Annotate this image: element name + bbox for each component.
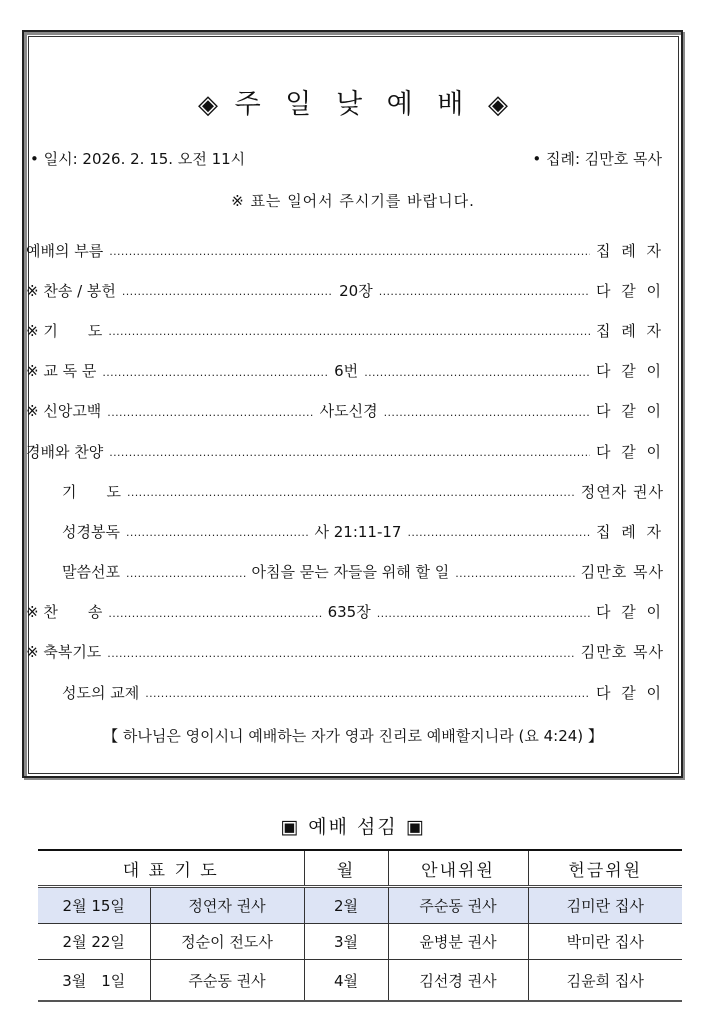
- cell-prayer: 정순이 전도사: [150, 924, 304, 960]
- cell-prayer: 주순동 권사: [150, 960, 304, 1002]
- leader-dots: [122, 281, 333, 299]
- header-offering: 헌금위원: [528, 850, 682, 887]
- order-item-label: 경배와 찬양: [26, 442, 104, 461]
- order-item-label: 말씀선포: [62, 563, 120, 582]
- leader-dots: [108, 603, 321, 621]
- order-item-leader: 집 례 자: [595, 241, 664, 260]
- order-item: [26, 592, 664, 632]
- leader-dots: [109, 442, 590, 460]
- page-title: [0, 82, 706, 121]
- order-item-leader: 다 같 이: [595, 683, 664, 702]
- leader-dots: [102, 362, 328, 380]
- cell-offering: 김미란 집사: [528, 887, 682, 924]
- standing-notice: ※ 표는 일어서 주시기를 바랍니다.: [231, 192, 475, 210]
- order-item-label: 성경봉독: [62, 522, 120, 541]
- leader-dots: [407, 522, 590, 540]
- order-item-leader: 김만호 목사: [580, 643, 664, 662]
- leader-dots: [126, 522, 309, 540]
- cell-offering: 박미란 집사: [528, 924, 682, 960]
- leader-dots: [107, 402, 313, 420]
- order-item: [26, 632, 664, 672]
- order-item-label: ※ 교 독 문: [26, 362, 97, 381]
- diamond-icon-right: ◈: [487, 90, 508, 120]
- scripture-verse: 【 하나님은 영이시니 예배하는 자가 영과 진리로 예배할지니라 (요 4:24) 】: [103, 727, 603, 745]
- leader-dots: [364, 362, 590, 380]
- leader-dots: [379, 281, 590, 299]
- order-item: [26, 351, 664, 391]
- order-item: [26, 552, 664, 592]
- order-item-leader: 다 같 이: [595, 281, 664, 300]
- cell-date: 2월 22일: [38, 924, 150, 960]
- order-item-leader: 다 같 이: [595, 362, 664, 381]
- leader-dots: [126, 563, 246, 581]
- order-item-leader: 다 같 이: [595, 603, 664, 622]
- table-row: [38, 887, 682, 924]
- leader-dots: [107, 643, 574, 661]
- order-item-leader: 정연자 권사: [580, 482, 664, 501]
- order-item: [26, 270, 664, 310]
- order-item: [26, 511, 664, 551]
- cell-offering: 김윤희 집사: [528, 960, 682, 1002]
- order-item-label: ※ 찬송 / 봉헌: [26, 281, 116, 300]
- table-row: [38, 924, 682, 960]
- order-item-leader: 김만호 목사: [580, 563, 665, 582]
- leader-dots: [145, 683, 590, 701]
- leader-dots: [384, 402, 590, 420]
- order-item: [26, 471, 664, 511]
- order-item: [26, 431, 664, 471]
- cell-month: 4월: [304, 960, 388, 1002]
- leader-dots: [455, 563, 575, 581]
- order-item-detail: 사도신경: [319, 402, 378, 421]
- order-item-label: ※ 신앙고백: [26, 402, 102, 421]
- order-item-leader: 다 같 이: [595, 442, 664, 461]
- order-item: [26, 230, 664, 270]
- order-item-label: 예배의 부름: [26, 241, 104, 260]
- order-item-label: 기 도: [62, 482, 121, 501]
- order-item-label: ※ 찬 송: [26, 603, 103, 622]
- order-item-leader: 집 례 자: [595, 522, 664, 541]
- cell-date: 3월 1일: [38, 960, 150, 1002]
- order-item-label: 성도의 교제: [62, 683, 140, 702]
- table-header-row: [38, 850, 682, 887]
- cell-prayer: 정연자 권사: [150, 887, 304, 924]
- leader-dots: [127, 482, 575, 500]
- diamond-icon-left: ◈: [198, 90, 219, 120]
- leader-dots: [377, 603, 590, 621]
- order-item-detail: 635장: [327, 603, 371, 622]
- order-item-leader: 집 례 자: [595, 321, 664, 340]
- cell-date: 2월 15일: [38, 887, 150, 924]
- cell-usher: 주순동 권사: [388, 887, 528, 924]
- order-of-service-list: [26, 230, 664, 712]
- scripture-reference: 사 21:11-17: [314, 522, 402, 541]
- sermon-title: 아침을 묻는 자들을 위해 할 일: [251, 563, 450, 582]
- leader-dots: [108, 321, 590, 339]
- order-item-label: ※ 축복기도: [26, 643, 102, 662]
- header-month: 월: [304, 850, 388, 887]
- header-prayer: 대 표 기 도: [38, 850, 304, 887]
- order-item-detail: 20장: [339, 281, 373, 300]
- section-title: ▣ 예배 섬김 ▣: [280, 816, 426, 838]
- order-item-label: ※ 기 도: [26, 321, 103, 340]
- title-text: 주 일 낮 예 배: [234, 89, 472, 120]
- cell-month: 3월: [304, 924, 388, 960]
- cell-usher: 김선경 권사: [388, 960, 528, 1002]
- order-item: [26, 672, 664, 712]
- order-item: [26, 310, 664, 350]
- order-item-detail: 6번: [334, 362, 359, 381]
- table-row: [38, 960, 682, 1002]
- cell-usher: 윤병분 권사: [388, 924, 528, 960]
- leader-dots: [109, 241, 590, 259]
- service-duty-table: [38, 849, 682, 1002]
- service-datetime: • 일시: 2026. 2. 15. 오전 11시: [30, 150, 246, 168]
- service-officiant: • 집례: 김만호 목사: [532, 150, 662, 168]
- order-item-leader: 다 같 이: [595, 402, 664, 421]
- cell-month: 2월: [304, 887, 388, 924]
- order-item: [26, 391, 664, 431]
- header-usher: 안내위원: [388, 850, 528, 887]
